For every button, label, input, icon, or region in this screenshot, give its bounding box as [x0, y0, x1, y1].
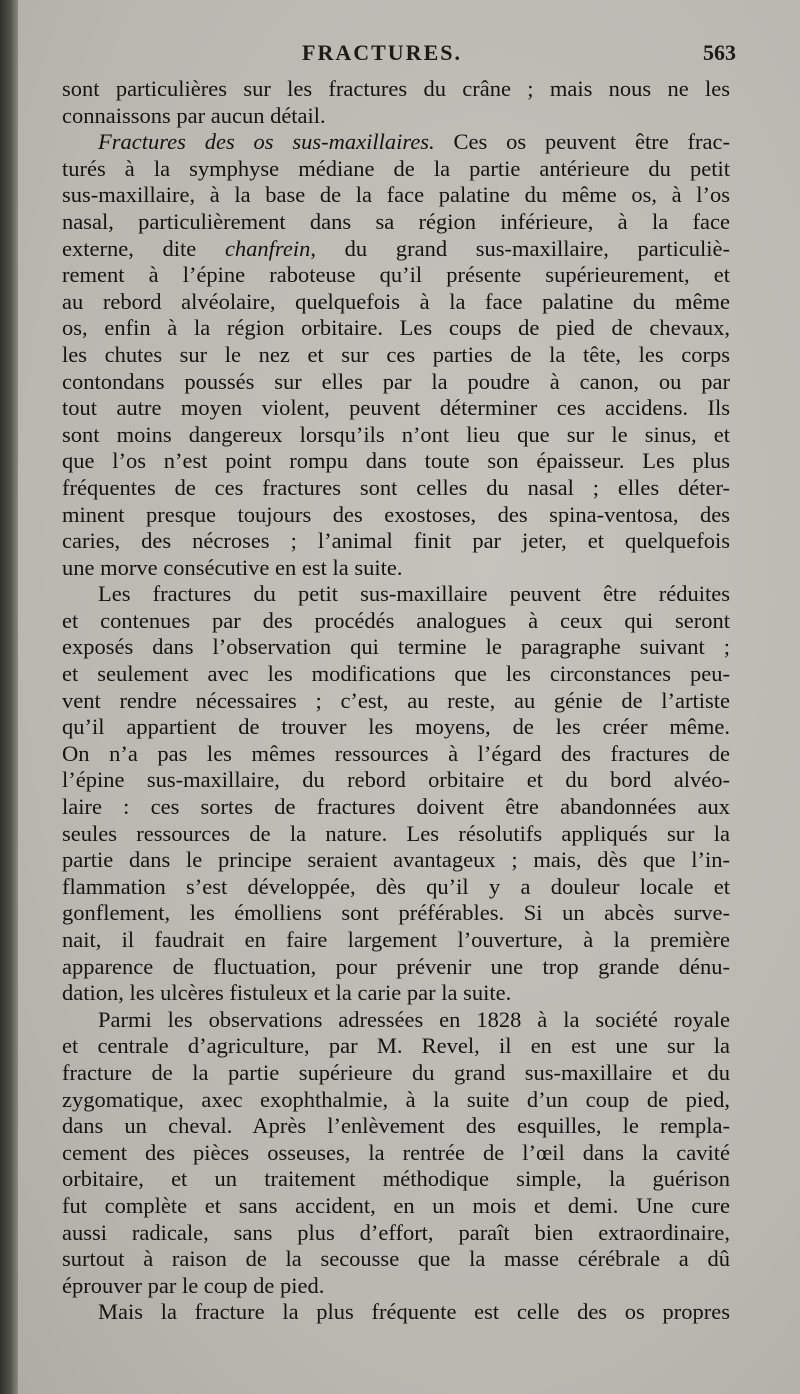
text-line: [62, 581, 730, 608]
text-line: [62, 1193, 730, 1220]
line-text: dation, les ulcères fistuleux et la carie par la suite.: [62, 980, 512, 1006]
text-line: [62, 794, 730, 821]
line-text: flammation s’est développée, dès qu’il y a douleur locale et: [62, 873, 730, 899]
line-text: aussi radicale, sans plus d’effort, paraît bien extraordinaire,: [62, 1219, 730, 1245]
text-line: [62, 156, 730, 183]
text-line: [62, 1113, 730, 1140]
text-line: [62, 103, 730, 130]
line-text: rement à l’épine raboteuse qu’il présente supérieurement, et: [62, 262, 730, 288]
line-text: sont moins dangereux lorsqu’ils n’ont lieu que sur le sinus, et: [62, 421, 730, 447]
line-text: surtout à raison de la secousse que la masse cérébrale a dû: [62, 1246, 730, 1272]
line-text: gonflement, les émolliens sont préférables. Si un abcès surve-: [62, 900, 730, 926]
text-line: [62, 1246, 730, 1273]
italic-term: chanfrein: [224, 235, 311, 261]
line-text: les chutes sur le nez et sur ces parties de la tête, les corps: [62, 341, 730, 367]
line-text: fut complète et sans accident, en un mois et demi. Une cure: [62, 1192, 730, 1218]
text-line: [62, 927, 730, 954]
line-text: Parmi les observations adressées en 1828 à la société royale: [98, 1006, 730, 1032]
line-text: Mais la fracture la plus fréquente est celle des os propres: [98, 1299, 730, 1325]
text-line: [62, 395, 730, 422]
line-text: et contenues par des procédés analogues à ceux qui seront: [62, 607, 730, 633]
line-text: laire : ces sortes de fractures doivent être abandonnées aux: [62, 794, 730, 820]
line-text: orbitaire, et un traitement méthodique simple, la guérison: [62, 1166, 730, 1192]
line-text: Ces os peuvent être frac-: [434, 129, 730, 155]
line-text: fréquentes de ces fractures sont celles du nasal ; elles déter-: [62, 474, 730, 500]
line-text: minent presque toujours des exostoses, des spina-ventosa, des: [62, 501, 730, 527]
line-text: que l’os n’est point rompu dans toute son épaisseur. Les plus: [62, 448, 730, 474]
line-text: On n’a pas les mêmes ressources à l’égard des fractures de: [62, 740, 730, 766]
line-text: turés à la symphyse médiane de la partie antérieure du petit: [62, 155, 730, 181]
line-text: Les fractures du petit sus-maxillaire peuvent être réduites: [98, 581, 730, 607]
line-text: dans un cheval. Après l’enlèvement des esquilles, le rempla-: [62, 1113, 730, 1139]
text-line: [62, 1140, 730, 1167]
line-text: seules ressources de la nature. Les résolutifs appliqués sur la: [62, 820, 730, 846]
line-text: et seulement avec les modifications que les circonstances peu-: [62, 661, 730, 687]
book-page: [18, 0, 800, 1394]
line-text: cement des pièces osseuses, la rentrée de l’œil dans la cavité: [62, 1139, 730, 1165]
text-line: [62, 315, 730, 342]
text-line: [62, 847, 730, 874]
line-text: partie dans le principe seraient avantageux ; mais, dès que l’in-: [62, 847, 730, 873]
text-line: [62, 182, 730, 209]
book-spine-shadow: [0, 0, 18, 1394]
text-line: [62, 1299, 730, 1326]
text-line: [62, 502, 730, 529]
line-text: externe, dite: [62, 235, 225, 261]
line-text: nasal, particulièrement dans sa région inférieure, à la face: [62, 208, 730, 234]
line-text-after: , du grand sus-maxillaire, particuliè-: [310, 235, 730, 261]
text-line: [62, 1220, 730, 1247]
page-text: [62, 76, 730, 1326]
line-text: et centrale d’agriculture, par M. Revel, il en est une sur la: [62, 1033, 730, 1059]
text-line: [62, 1087, 730, 1114]
text-line: [62, 448, 730, 475]
line-text: nait, il faudrait en faire largement l’ouverture, à la première: [62, 927, 730, 952]
text-line: [62, 289, 730, 316]
text-line: [62, 608, 730, 635]
page-number: 563: [703, 40, 736, 65]
line-text: caries, des nécroses ; l’animal finit par jeter, et quelquefois: [62, 528, 730, 554]
line-text: connaissons par aucun détail.: [62, 102, 326, 128]
text-line: [62, 262, 730, 289]
line-text: qu’il appartient de trouver les moyens, de les créer même.: [62, 714, 730, 740]
text-line: [62, 954, 730, 981]
line-text: zygomatique, axec exophthalmie, à la suite d’un coup de pied,: [62, 1086, 730, 1112]
text-line: [62, 422, 730, 449]
line-text: exposés dans l’observation qui termine le paragraphe suivant ;: [62, 634, 730, 660]
text-line: [62, 1166, 730, 1193]
text-line: [62, 714, 730, 741]
line-text: l’épine sus-maxillaire, du rebord orbitaire et du bord alvéo-: [62, 767, 730, 793]
page-header: [64, 40, 736, 74]
text-line: [62, 1033, 730, 1060]
text-line: [62, 1273, 730, 1300]
line-text: sont particulières sur les fractures du crâne ; mais nous ne les: [62, 76, 730, 101]
line-text: vent rendre nécessaires ; c’est, au reste, au génie de l’artiste: [62, 687, 730, 713]
text-line: [62, 688, 730, 715]
text-line: [62, 980, 730, 1007]
text-line: [62, 767, 730, 794]
line-text: une morve consécutive en est la suite.: [62, 554, 403, 580]
text-line: [62, 741, 730, 768]
text-line: [62, 900, 730, 927]
text-line: [62, 1007, 730, 1034]
italic-heading: Fractures des os sus-maxillaires.: [98, 129, 435, 155]
text-line: [62, 369, 730, 396]
text-line: [62, 342, 730, 369]
text-line: [62, 209, 730, 236]
line-text: au rebord alvéolaire, quelquefois à la face palatine du même: [62, 288, 730, 314]
text-line: [62, 475, 730, 502]
line-text: éprouver par le coup de pied.: [62, 1272, 325, 1298]
line-text: fracture de la partie supérieure du grand sus-maxillaire et du: [62, 1059, 730, 1085]
text-line: [62, 528, 730, 555]
line-text: contondans poussés sur elles par la poudre à canon, ou par: [62, 368, 730, 394]
text-line: [62, 661, 730, 688]
running-title: FRACTURES.: [302, 40, 462, 65]
line-text: sus-maxillaire, à la base de la face palatine du même os, à l’os: [62, 182, 730, 208]
text-line: [62, 236, 730, 263]
line-text: tout autre moyen violent, peuvent déterminer ces accidens. Ils: [62, 395, 730, 421]
text-line: [62, 1060, 730, 1087]
text-line: [62, 874, 730, 901]
text-line: [62, 821, 730, 848]
line-text: os, enfin à la région orbitaire. Les coups de pied de chevaux,: [62, 315, 730, 341]
text-line: [62, 129, 730, 156]
text-line: [62, 76, 730, 103]
text-line: [62, 634, 730, 661]
line-text: apparence de fluctuation, pour prévenir une trop grande dénu-: [62, 953, 730, 979]
text-line: [62, 555, 730, 582]
